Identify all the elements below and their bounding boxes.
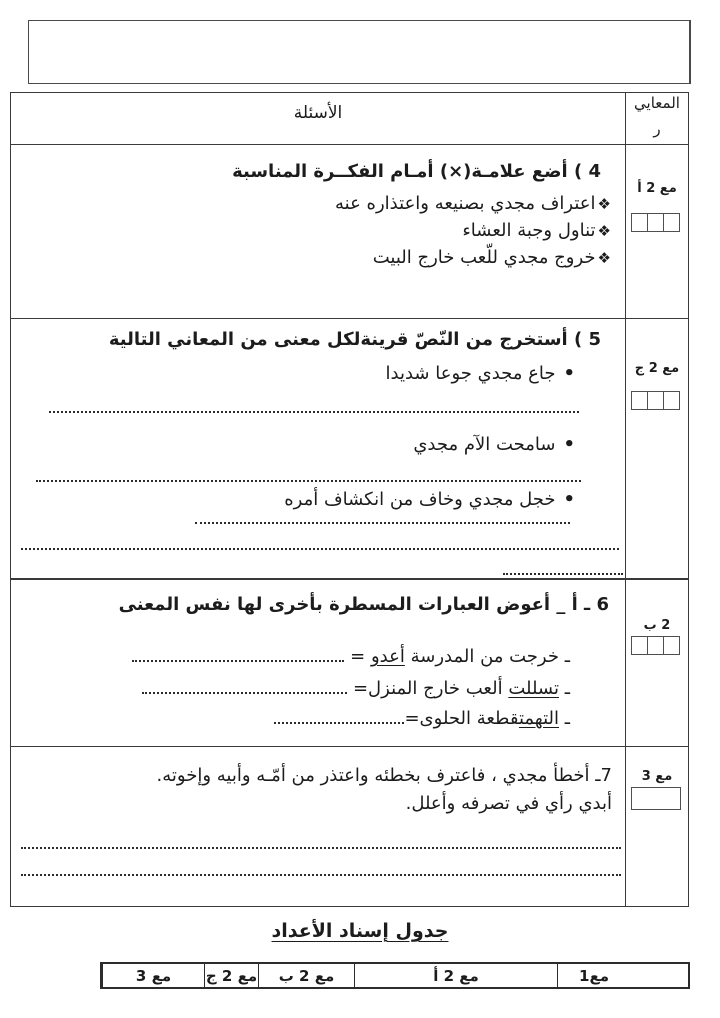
question-7-line2: أبدي رأي في تصرفه وأعلل. xyxy=(405,792,612,814)
question-4-item-text: خروج مجدي للّعب خارج البيت xyxy=(372,246,596,268)
question-5-content xyxy=(11,319,625,578)
question-row-5 xyxy=(11,318,688,578)
underlined-word: أعدو xyxy=(370,646,405,668)
item-text-pre: ـ xyxy=(559,678,570,700)
criteria-label: مع 2 ج xyxy=(634,360,680,376)
answer-dotted-blank xyxy=(274,710,404,724)
criteria-header-cell xyxy=(625,93,688,144)
score-box-cell xyxy=(631,213,648,232)
question-6-content xyxy=(11,580,625,746)
questions-header-label: الأسئلة xyxy=(293,103,343,123)
answer-dotted-line xyxy=(36,470,581,482)
top-name-box xyxy=(28,20,691,84)
question-6-title: 6 ـ أ _ أعوض العبارات المسطرة بأخرى لها نفس المعنى xyxy=(118,594,609,616)
score-box-cell xyxy=(663,636,680,655)
item-text-post: = xyxy=(344,646,371,668)
question-5-item-text: خجل مجدي وخاف من انكشاف أمره xyxy=(284,488,556,510)
question-5-title: 5 ) أستخرج من النّصّ قرينةلكل معنى من المعاني التالية xyxy=(108,328,601,350)
table-header-row xyxy=(11,93,688,144)
answer-dotted-line xyxy=(49,401,579,413)
questions-header-cell xyxy=(11,93,625,144)
question-5-item xyxy=(386,363,575,384)
score-box-cell xyxy=(631,636,648,655)
question-5-item-text: جاع مجدي جوعا شديدا xyxy=(385,362,556,384)
question-5-item xyxy=(284,489,575,510)
diamond-bullet-icon: ❖ xyxy=(597,248,611,267)
answer-dotted-line xyxy=(21,538,619,550)
question-4-item xyxy=(462,220,611,241)
item-text-post: ألعب خارج المنزل= xyxy=(347,678,509,700)
question-row-6 xyxy=(11,578,688,746)
answer-dotted-line xyxy=(21,864,621,876)
question-4-item xyxy=(335,193,611,214)
score-table-cell xyxy=(630,964,688,987)
question-4-criteria-cell xyxy=(625,145,688,318)
diamond-bullet-icon: ❖ xyxy=(597,221,611,240)
top-name-box-field xyxy=(29,21,636,83)
dot-bullet-icon: • xyxy=(563,362,575,384)
score-box-cell xyxy=(663,213,680,232)
criteria-label: مع 2 أ xyxy=(637,180,677,196)
underlined-word: التهمت xyxy=(518,708,559,730)
question-6-item xyxy=(142,678,570,699)
question-5-item xyxy=(413,434,575,455)
score-box-cell xyxy=(631,391,648,410)
score-boxes xyxy=(632,636,680,655)
item-text-post: قطعة الحلوى= xyxy=(404,708,519,730)
question-4-content xyxy=(11,145,625,318)
question-4-item xyxy=(373,247,611,268)
item-text-pre: ـ xyxy=(559,708,570,730)
score-table-title: جدول إسناد الأعداد xyxy=(271,920,449,942)
question-6-item xyxy=(132,646,570,667)
underlined-word: تسللت xyxy=(508,678,559,700)
question-7-line1: 7ـ أخطأ مجدي ، فاعترف بخطئه واعتذر من أمّـه وأبيه وإخوته. xyxy=(156,764,612,786)
score-boxes xyxy=(632,391,680,410)
answer-dotted-blank xyxy=(142,680,347,694)
criteria-header-label-line1: المعايي xyxy=(634,94,680,112)
question-row-4 xyxy=(11,144,688,318)
answer-dotted-line xyxy=(503,563,623,575)
score-table-cell: مع 2 ج xyxy=(204,964,258,987)
score-box-cell xyxy=(663,391,680,410)
questions-table xyxy=(10,92,689,907)
question-6-criteria-cell xyxy=(625,580,688,746)
question-4-title: 4 ) أضع علامـة(×) أمـام الفكــرة المناسبة xyxy=(232,160,601,182)
score-table-cell: مع 2 أ xyxy=(354,964,557,987)
score-boxes xyxy=(632,213,680,232)
answer-dotted-line xyxy=(21,837,621,849)
criteria-header-label-line2: ر xyxy=(653,120,661,138)
score-table-cell: مع 2 ب xyxy=(258,964,354,987)
dot-bullet-icon: • xyxy=(563,433,575,455)
diamond-bullet-icon: ❖ xyxy=(597,194,611,213)
question-5-criteria-cell xyxy=(625,319,688,578)
dot-bullet-icon: • xyxy=(563,488,575,510)
criteria-label: مع 3 xyxy=(641,768,673,784)
footer-title-row xyxy=(0,920,720,942)
question-5-item-text: سامحت الآم مجدي xyxy=(413,433,556,455)
question-row-7 xyxy=(11,746,688,906)
question-4-item-text: اعتراف مجدي بصنيعه واعتذاره عنه xyxy=(335,192,596,214)
score-table-cell: مع1 xyxy=(557,964,630,987)
score-box-cell xyxy=(647,636,664,655)
top-name-box-side-cell xyxy=(636,21,690,83)
question-7-criteria-cell xyxy=(625,747,688,906)
score-assignment-table xyxy=(100,962,690,989)
question-7-content xyxy=(11,747,625,906)
item-text-pre: ـ خرجت من المدرسة xyxy=(404,646,570,668)
score-box-cell xyxy=(647,213,664,232)
score-box-cell xyxy=(647,391,664,410)
score-table-cell: مع 3 xyxy=(102,964,204,987)
question-6-item xyxy=(274,708,570,729)
criteria-label: 2 ب xyxy=(643,618,671,634)
score-box xyxy=(631,787,681,810)
answer-dotted-blank xyxy=(132,648,344,662)
answer-dotted-line xyxy=(195,512,570,524)
question-4-item-text: تناول وجبة العشاء xyxy=(462,219,596,241)
